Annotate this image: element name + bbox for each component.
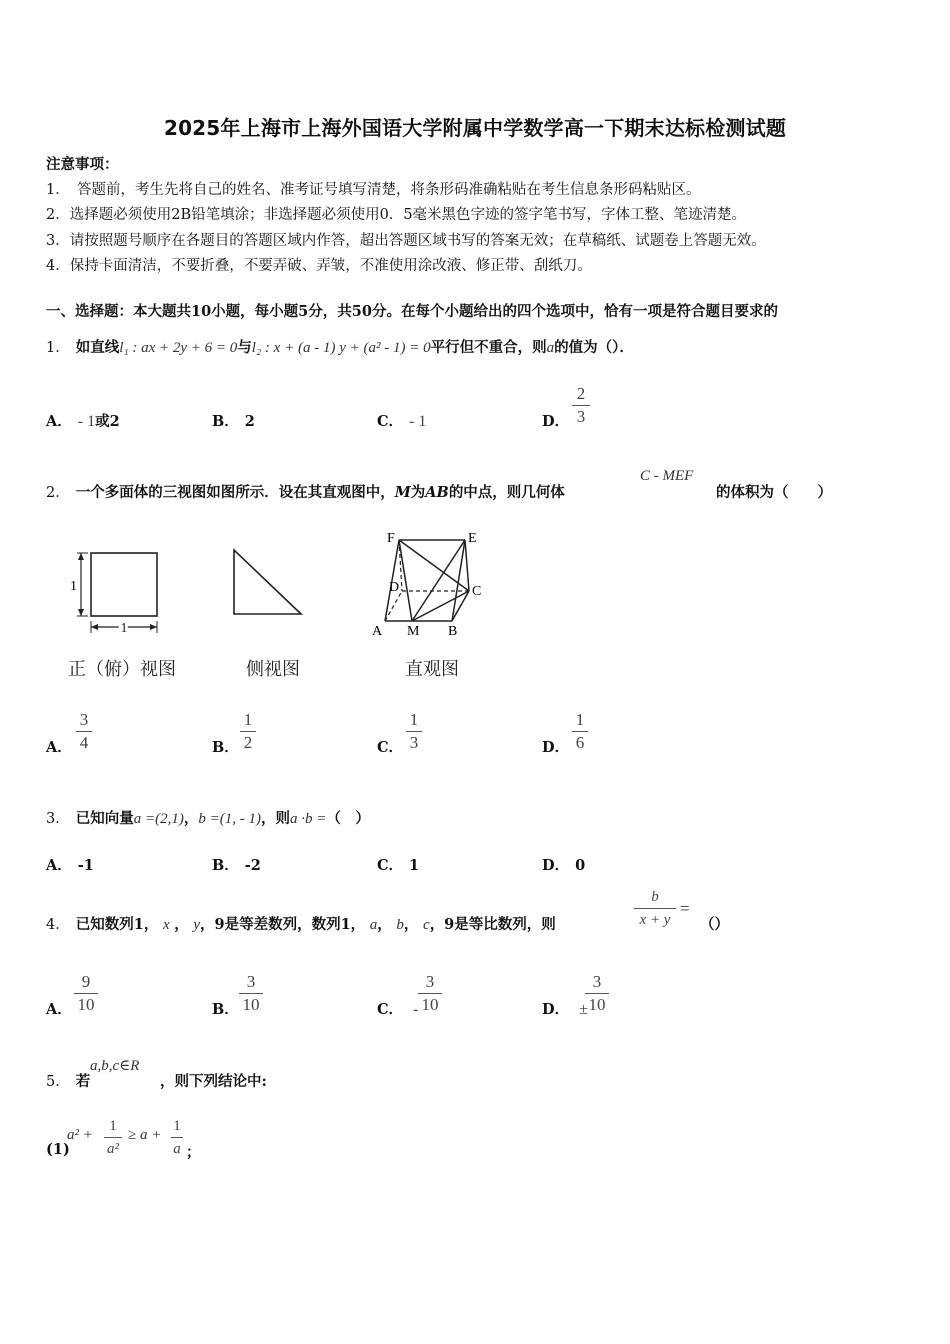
q4-option-d[interactable] xyxy=(542,998,588,1019)
item-label: (1) xyxy=(46,1141,70,1158)
option-label: B． xyxy=(212,857,239,874)
option-label: C． xyxy=(377,1001,404,1018)
notes-item: 4．保持卡面清洁，不要折叠，不要弄破、弄皱，不准使用涂改液、修正带、刮纸刀。 xyxy=(46,258,592,274)
q2-option-b-fraction xyxy=(240,710,256,753)
denominator: 3 xyxy=(576,407,586,426)
option-sign: ± xyxy=(579,1001,588,1018)
q2-option-a-fraction xyxy=(76,710,92,753)
q4-text-tail: （） xyxy=(700,916,729,933)
q4-option-a-fraction xyxy=(74,972,98,1015)
section-heading: 一、选择题：本大题共10小题，每小题5分，共50分。在每个小题给出的四个选项中，恰有一项是符合题目要求的 xyxy=(46,303,778,320)
q1-option-b[interactable] xyxy=(212,410,255,431)
q2-option-c-fraction xyxy=(406,710,422,753)
height-dimension-label: 1 xyxy=(70,579,77,594)
option-label: B． xyxy=(212,1001,239,1018)
q1-option-d-fraction xyxy=(572,384,590,427)
notes-block xyxy=(46,152,766,280)
option-label: A． xyxy=(46,739,72,756)
q3-dot-product: a ·b = xyxy=(289,811,327,827)
option-label: D． xyxy=(542,857,570,874)
q2-point-m: M xyxy=(394,484,411,501)
q4-var-y: y xyxy=(193,917,200,933)
option-math: - 1 xyxy=(409,413,427,430)
denominator: 10 xyxy=(242,995,260,1014)
denominator: 10 xyxy=(421,995,439,1014)
q4-text-mid: ，9是等差数列，数列1， xyxy=(200,916,366,933)
q1-line-l2: l₂ : x + (a - 1) y + (a² - 1) = 0 xyxy=(251,340,431,356)
q2-solid-name: C - MEF xyxy=(640,468,694,484)
q1-line-l1: l₁ : ax + 2y + 6 = 0 xyxy=(119,340,238,356)
item-end: ； xyxy=(186,1144,201,1161)
option-text: 0 xyxy=(575,857,586,874)
q5-item-1-fraction-2 xyxy=(171,1116,183,1159)
option-text: -1 xyxy=(77,857,94,874)
q3-option-c[interactable] xyxy=(377,854,419,875)
question-2 xyxy=(46,481,565,502)
numerator: 3 xyxy=(592,972,602,991)
q3-text-pre: 已知向量 xyxy=(75,810,134,827)
option-label: A． xyxy=(46,1001,72,1018)
q1-text-post: 平行但不重合，则 xyxy=(430,339,547,356)
q1-option-d[interactable] xyxy=(542,410,569,431)
question-3 xyxy=(46,807,370,828)
front-view-label: 正（俯）视图 xyxy=(68,659,176,680)
option-label: B． xyxy=(212,413,239,430)
numerator: 1 xyxy=(575,710,585,729)
direct-view-label: 直观图 xyxy=(405,659,459,680)
option-text: 2 xyxy=(244,413,255,430)
question-number: 5． xyxy=(46,1074,70,1090)
question-number: 2． xyxy=(46,485,70,501)
q3-vector-a: a =(2,1) xyxy=(133,811,184,827)
side-view-triangle xyxy=(234,550,301,614)
option-sign: - xyxy=(413,1001,419,1018)
q4-option-d-fraction xyxy=(585,972,609,1015)
q2-option-d-fraction xyxy=(572,710,588,753)
numerator: 1 xyxy=(409,710,419,729)
option-math: - 1 xyxy=(77,413,96,430)
q1-text-mid: 与 xyxy=(237,339,252,356)
option-label: C． xyxy=(377,739,404,756)
q4-text-pre: 已知数列1， xyxy=(75,916,159,933)
denominator: 3 xyxy=(409,733,419,752)
q1-option-a[interactable] xyxy=(46,410,120,431)
q4-option-b[interactable] xyxy=(212,998,239,1019)
q4-option-c[interactable] xyxy=(377,998,418,1019)
numerator: 1 xyxy=(243,710,253,729)
q4-var-b: b xyxy=(396,917,404,933)
option-label: C． xyxy=(377,413,404,430)
q2-tail xyxy=(716,481,832,502)
denominator: 10 xyxy=(77,995,95,1014)
q2-text-mid2: 的中点，则几何体 xyxy=(448,484,565,501)
point-f: F xyxy=(387,531,395,546)
q1-text-pre: 如直线 xyxy=(75,339,120,356)
q4-text-post: ，9是等比数列，则 xyxy=(429,916,556,933)
question-number: 3． xyxy=(46,811,70,827)
numerator: 1 xyxy=(173,1118,181,1134)
q4-tail xyxy=(700,913,729,934)
point-c: C xyxy=(472,584,482,599)
denominator: x + y xyxy=(639,912,671,928)
side-view-label: 侧视图 xyxy=(246,659,300,680)
option-label: D． xyxy=(542,413,570,430)
question-number: 1． xyxy=(46,340,70,356)
denominator: 2 xyxy=(243,733,253,752)
three-view-figure xyxy=(60,525,500,650)
q5-item-1-fraction-1 xyxy=(104,1116,122,1159)
option-label: A． xyxy=(46,413,72,430)
point-m: M xyxy=(407,624,420,639)
q4-option-b-fraction xyxy=(239,972,263,1015)
q2-text-tail: 的体积为（ ） xyxy=(716,484,832,501)
question-5 xyxy=(46,1070,90,1091)
notes-heading: 注意事项： xyxy=(46,156,119,173)
q5-text-pre: 若 xyxy=(75,1073,91,1090)
denominator: 4 xyxy=(79,733,89,752)
point-d: D xyxy=(389,580,400,595)
option-label: D． xyxy=(542,1001,570,1018)
q4-var-a: a xyxy=(369,917,378,933)
point-a: A xyxy=(372,624,383,639)
q3-text-comma: ， xyxy=(183,810,199,827)
q1-text-tail: 的值为（）． xyxy=(554,339,634,356)
denominator: a² xyxy=(107,1141,119,1157)
q2-option-d[interactable] xyxy=(542,736,569,757)
width-dimension-label: 1 xyxy=(120,621,128,636)
numerator: b xyxy=(651,889,659,905)
q4-var-x: x xyxy=(162,917,170,933)
page-title: 2025年上海市上海外国语大学附属中学数学高一下期末达标检测试题 xyxy=(163,116,787,140)
q5-item-1-end xyxy=(186,1141,201,1162)
q4-option-c-fraction xyxy=(418,972,442,1015)
q2-segment-ab: AB xyxy=(425,484,449,501)
q3-text-post: ，则 xyxy=(260,810,290,827)
q2-option-b[interactable] xyxy=(212,736,239,757)
q5-text-tail: ，则下列结论中: xyxy=(160,1073,267,1090)
point-b: B xyxy=(448,624,458,639)
q3-text-tail: （ ） xyxy=(326,810,370,827)
notes-item: 1． 答题前，考生先将自己的姓名、准考证号填写清楚，将条形码准确粘贴在考生信息条形码粘贴区。 xyxy=(46,181,701,198)
question-number: 4． xyxy=(46,917,70,933)
option-label: D． xyxy=(542,739,570,756)
q2-option-a[interactable] xyxy=(46,736,72,757)
notes-item: 3．请按照题号顺序在各题目的答题区域内作答，超出答题区域书写的答案无效；在草稿纸、试题卷上答题无效。 xyxy=(46,232,766,249)
numerator: 3 xyxy=(79,710,89,729)
q4-option-a[interactable] xyxy=(46,998,72,1019)
q3-option-a[interactable] xyxy=(46,854,94,875)
q2-text-pre: 一个多面体的三视图如图所示．设在其直观图中， xyxy=(75,484,395,501)
q4-equals: = xyxy=(680,899,690,918)
q4-fraction xyxy=(634,887,676,930)
q5-condition: a,b,c∈R xyxy=(90,1058,140,1074)
option-text: -2 xyxy=(244,857,261,874)
q3-option-d[interactable] xyxy=(542,854,585,875)
point-e: E xyxy=(468,531,477,546)
numerator: 9 xyxy=(81,972,91,991)
option-label: C． xyxy=(377,857,404,874)
notes-item: 2．选择题必须使用2B铅笔填涂；非选择题必须使用0．5毫米黑色字迹的签字笔书写，字体工整、笔迹清楚。 xyxy=(46,207,747,223)
numerator: 2 xyxy=(576,384,586,403)
option-text: 或2 xyxy=(95,413,120,430)
front-view-square xyxy=(91,553,157,616)
numerator: 1 xyxy=(109,1118,117,1134)
denominator: a xyxy=(173,1141,181,1157)
option-label: A． xyxy=(46,857,72,874)
denominator: 10 xyxy=(588,995,606,1014)
option-text: 1 xyxy=(409,857,420,874)
q1-var-a: a xyxy=(546,340,555,356)
q5-item-1-lhs: a² + xyxy=(67,1127,93,1143)
q2-text-mid1: 为 xyxy=(410,484,426,501)
q1-option-c[interactable] xyxy=(377,410,426,431)
q3-vector-b: b =(1, - 1) xyxy=(198,811,261,827)
q5-item-1-ge: ≥ a + xyxy=(128,1127,162,1143)
numerator: 3 xyxy=(246,972,256,991)
q4-var-c: c xyxy=(423,917,430,933)
option-label: B． xyxy=(212,739,239,756)
question-4: 4． 已知数列1， x ， y，9是等差数列，数列1， a， b， c，9是等比数列，则 xyxy=(46,916,556,933)
question-1 xyxy=(46,336,634,357)
numerator: 3 xyxy=(425,972,435,991)
q3-option-b[interactable] xyxy=(212,854,261,875)
q5-tail xyxy=(160,1070,267,1091)
q2-option-c[interactable] xyxy=(377,736,403,757)
denominator: 6 xyxy=(575,733,585,752)
